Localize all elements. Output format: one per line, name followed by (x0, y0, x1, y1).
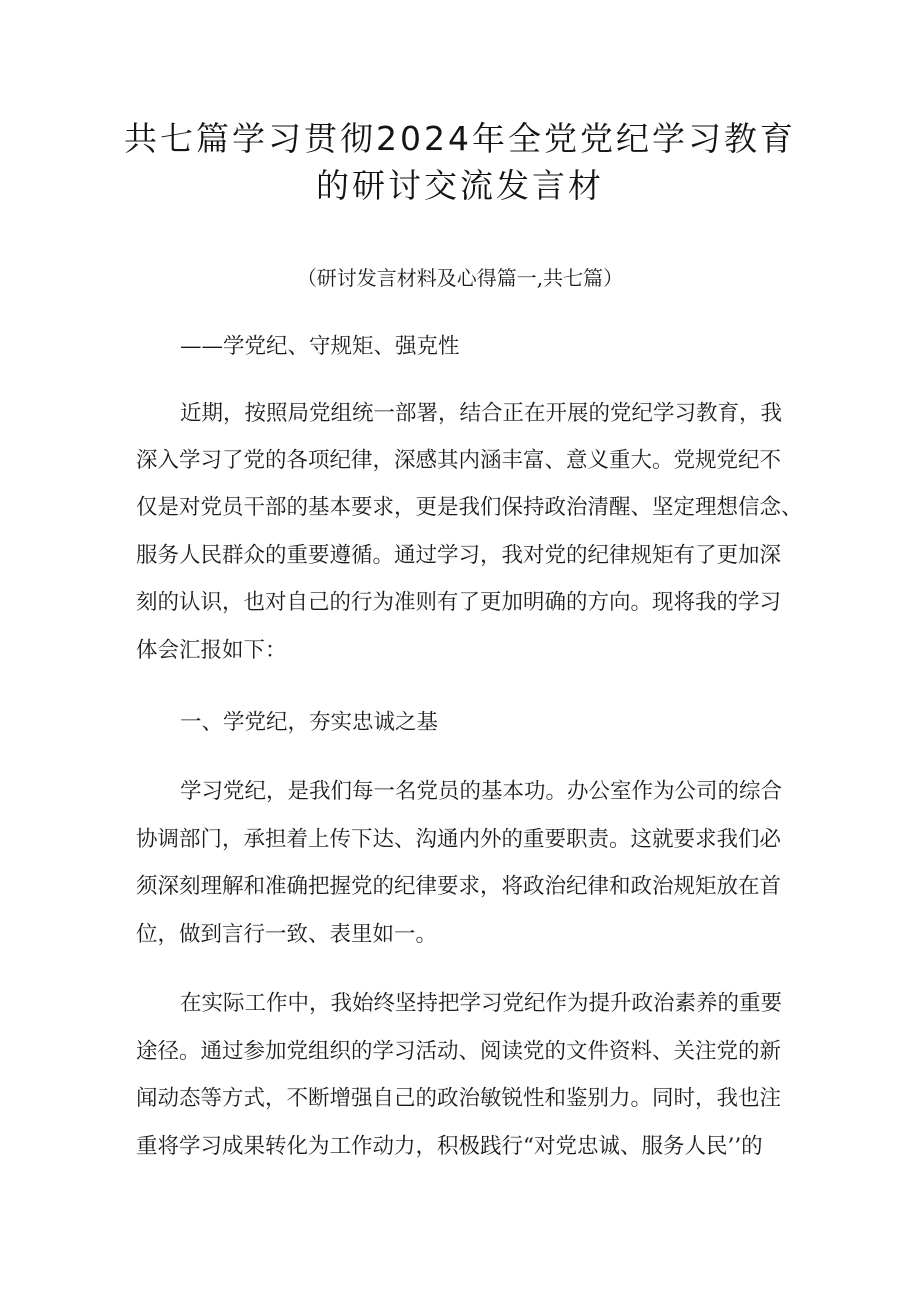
paragraph-2-line-1: 学习党纪，是我们每一名党员的基本功。办公室作为公司的综合 (180, 779, 783, 804)
theme-line: ——学党纪、守规矩、强克性 (180, 334, 460, 359)
paragraph-1-line-1: 近期，按照局党组统一部署，结合正在开展的党纪学习教育，我 (180, 401, 783, 426)
paragraph-1-line-6: 体会汇报如下： (136, 638, 287, 663)
paragraph-3-line-3: 闻动态等方式，不断增强自己的政治敏锐性和鉴别力。同时，我也注 (136, 1086, 782, 1111)
section-1-heading: 一、学党纪，夯实忠诚之基 (180, 710, 439, 735)
paragraph-3-line-2: 途径。通过参加党组织的学习活动、阅读党的文件资料、关注党的新 (136, 1039, 782, 1064)
paragraph-1-line-4: 服务人民群众的重要遵循。通过学习，我对党的纪律规矩有了更加深 (136, 543, 782, 568)
paragraph-1-line-5: 刻的认识，也对自己的行为准则有了更加明确的方向。现将我的学习 (136, 590, 782, 615)
paragraph-3-line-4: 重将学习成果转化为工作动力，积极践行“对党忠诚、服务人民’’的 (136, 1134, 763, 1159)
document-subtitle: （研讨发言材料及心得篇一,共七篇） (296, 266, 624, 290)
document-title-line-2: 的研讨交流发言材 (316, 166, 604, 205)
document-title-line-1: 共七篇学习贯彻2024年全党党纪学习教育 (124, 119, 796, 158)
paragraph-2-line-2: 协调部门，承担着上传下达、沟通内外的重要职责。这就要求我们必 (136, 827, 782, 852)
paragraph-2-line-4: 位，做到言行一致、表里如一。 (136, 922, 438, 947)
paragraph-1-line-2: 深入学习了党的各项纪律，深感其内涵丰富、意义重大。党规党纪不 (136, 448, 782, 473)
paragraph-2-line-3: 须深刻理解和准确把握党的纪律要求，将政治纪律和政治规矩放在首 (136, 874, 782, 899)
paragraph-1-line-3: 仅是对党员干部的基本要求，更是我们保持政治清醒、坚定理想信念、 (136, 495, 803, 520)
paragraph-3-line-1: 在实际工作中，我始终坚持把学习党纪作为提升政治素养的重要 (180, 991, 783, 1016)
